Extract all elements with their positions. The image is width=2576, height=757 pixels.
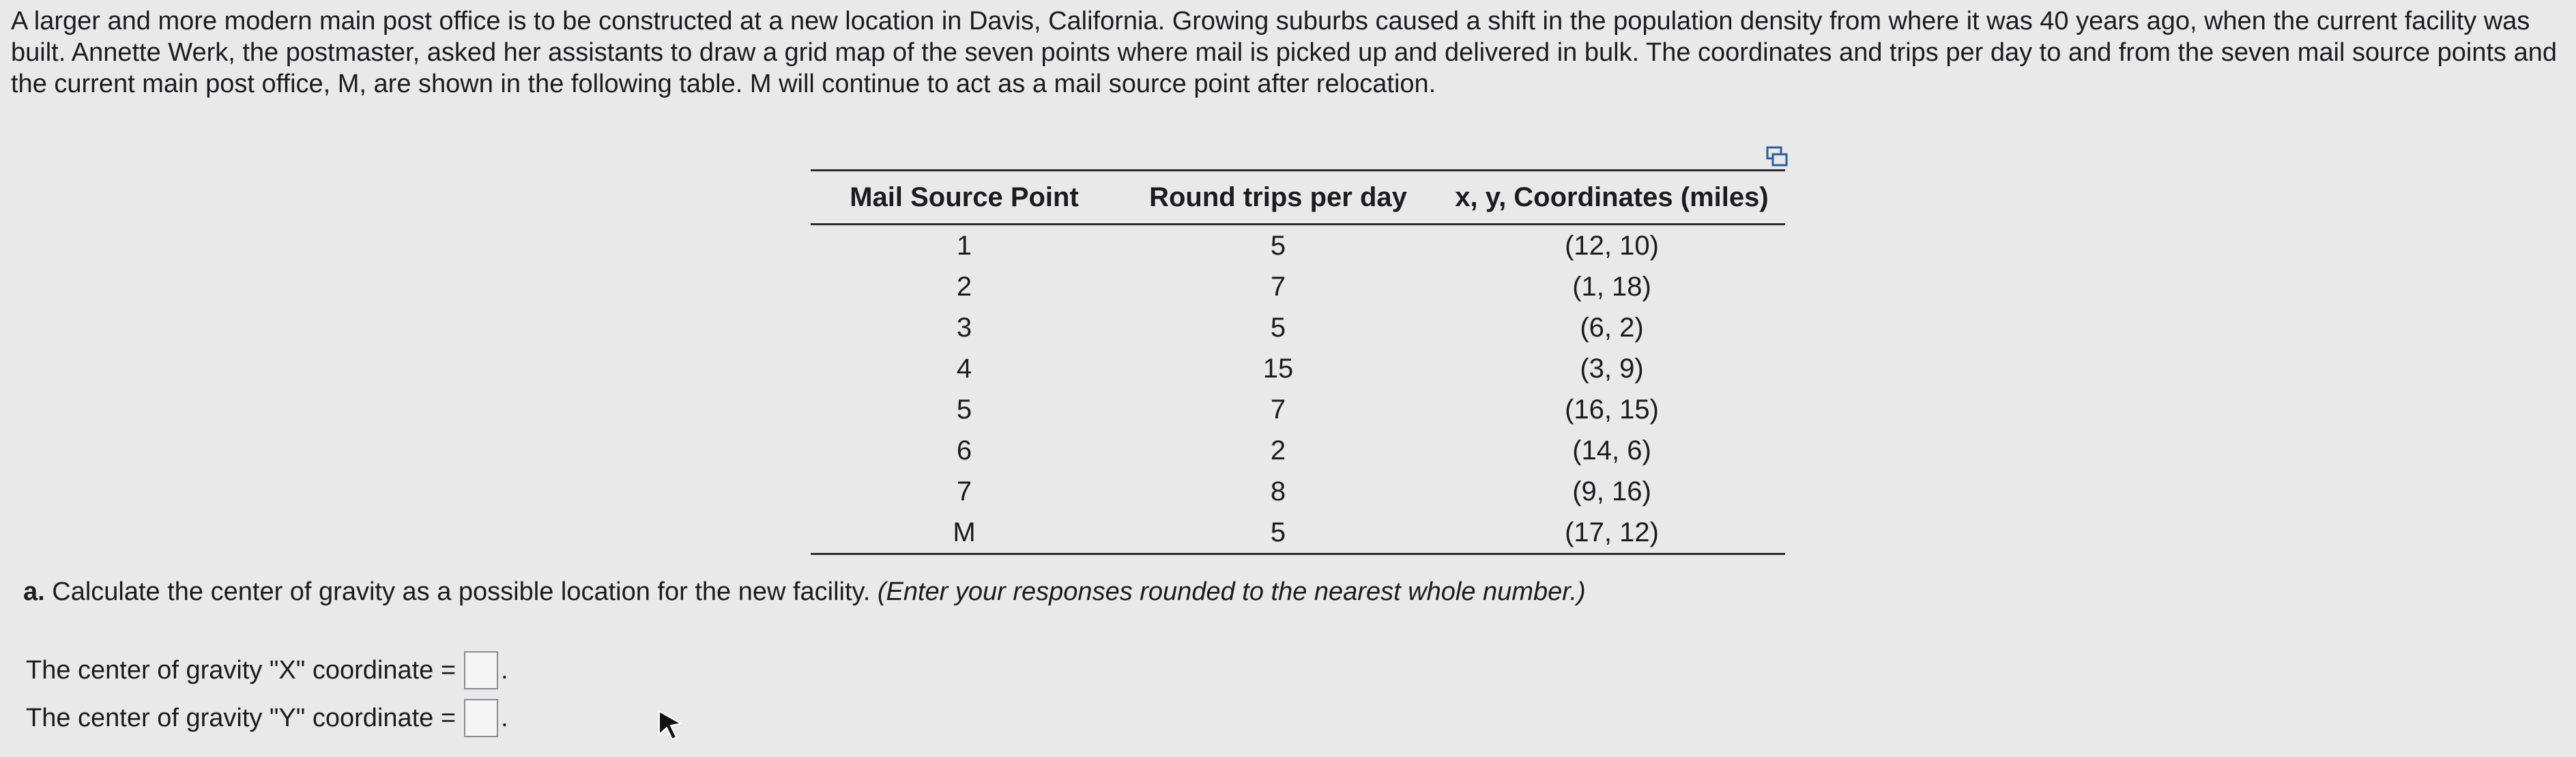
question-part-label: a. [23,577,45,606]
cell-point: 1 [956,230,972,261]
cell-coordinates: (12, 10) [1565,230,1659,261]
cell-coordinates: (1, 18) [1572,271,1651,302]
header-mail-source-point: Mail Source Point [811,171,1118,225]
cell-trips: 5 [1270,230,1286,261]
answer-row-x [26,651,508,689]
cell-point: M [811,512,1118,554]
table-row [811,225,1785,267]
cell-point: 7 [956,476,972,506]
answer-y-period: . [501,704,508,732]
table-row [811,471,1785,512]
cell-coordinates: (6, 2) [1580,312,1644,343]
answer-x-period: . [501,656,508,685]
answer-x-label: The center of gravity "X" coordinate = [26,656,457,685]
header-round-trips: Round trips per day [1118,171,1438,225]
problem-intro: A larger and more modern main post office is to be constructed at a new location in Davis, California. Growing suburbs caused a shift in the population density from where it was 40 years ago, when the current facility was built. Annette Werk, the postmaster, asked her assistants to draw a grid map of the seven points where mail is picked up and delivered in bulk. The coordinates and trips per day to and from the seven mail source points and the current main post office, M, are shown in the following table. M will continue to act as a mail source point after relocation. [11,7,2557,98]
question-part-a [23,576,1586,608]
cell-point: 5 [956,394,972,425]
table-header-row [811,171,1785,225]
cell-trips: 7 [1270,271,1286,302]
table-row [811,348,1785,389]
cell-point: 6 [956,435,972,466]
cell-coordinates: (17, 12) [1438,512,1785,554]
answer-y-input[interactable] [464,699,498,737]
cell-point: 4 [956,353,972,384]
table-row [811,266,1785,307]
mail-source-table-container [811,169,1785,555]
table-row [811,307,1785,348]
question-text: Calculate the center of gravity as a possible location for the new facility. [52,577,871,606]
copy-table-icon[interactable] [1766,146,1788,167]
cell-point: 3 [956,312,972,343]
table-row [811,512,1785,554]
table-row [811,389,1785,430]
cell-trips: 2 [1270,435,1286,466]
question-hint: (Enter your responses rounded to the nearest whole number.) [877,577,1586,606]
answer-y-label: The center of gravity "Y" coordinate = [26,704,457,732]
mouse-pointer-icon [656,710,684,741]
cell-trips: 5 [1270,312,1286,343]
cell-coordinates: (16, 15) [1565,394,1659,425]
cell-trips: 15 [1262,353,1294,384]
cell-point: 2 [956,271,972,302]
cell-trips: 5 [1118,512,1438,554]
cell-coordinates: (3, 9) [1580,353,1644,384]
cell-trips: 8 [1270,476,1286,506]
answer-x-input[interactable] [464,651,498,689]
mail-source-table [811,169,1785,555]
header-coordinates: x, y, Coordinates (miles) [1438,171,1785,225]
cell-coordinates: (9, 16) [1572,476,1651,506]
cell-trips: 7 [1270,394,1286,425]
cell-coordinates: (14, 6) [1572,435,1651,466]
table-row [811,430,1785,471]
answer-row-y [26,699,508,737]
